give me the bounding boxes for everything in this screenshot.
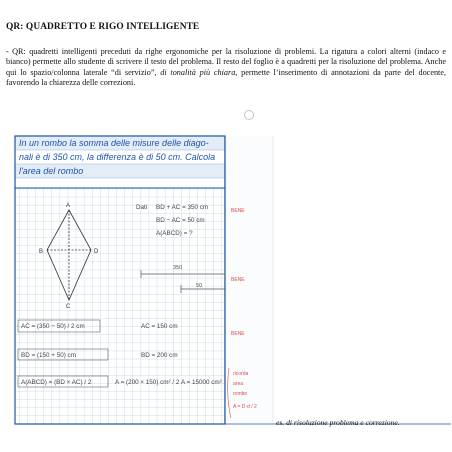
data-line-1: BD + AC = 350 cm (156, 204, 209, 211)
teacher-note-bene-1: BENE (231, 208, 245, 214)
teacher-note-formula: A = D·d / 2 (233, 404, 257, 410)
area-calc: A = (200 × 150) cm² / 2 (115, 379, 180, 386)
data-label: Dati (136, 204, 148, 211)
page-title: QR: QUADRETTO E RIGO INTELLIGENTE (6, 22, 200, 32)
area-result: A = 15000 cm² (181, 379, 222, 386)
teacher-note-bene-3: BENE (231, 331, 245, 337)
worksheet (11, 132, 451, 430)
problem-line-1: In un rombo la somma delle misure delle diago- (19, 138, 209, 148)
segment-label-bottom: 50 (196, 283, 203, 289)
data-line-3: A(ABCD) = ? (156, 230, 193, 237)
teacher-note-bene-2: BENE (231, 277, 245, 283)
problem-line-3: l'area del rombo (19, 166, 84, 176)
area-formula: A(ABCD) = (BD × AC) / 2 (21, 379, 92, 386)
ac-calc: AC = (350 − 50) / 2 cm (21, 323, 85, 330)
problem-line-2: nali è di 350 cm, la differenza è di 50 cm. Calcola (19, 152, 216, 162)
caption: es. di risoluzione problema e correzione. (276, 418, 400, 427)
teacher-note-line-3: rombo (233, 391, 248, 397)
vertex-b-label: B (39, 249, 44, 255)
ruled-line-4 (15, 178, 225, 188)
segment-label-top: 350 (173, 265, 183, 271)
vertex-c-label: C (66, 304, 71, 310)
description-part2: permette l’inserimento di annotazioni da parte del docente, favorendo la chiarezza delle correzioni. (6, 67, 447, 88)
bd-result: BD = 200 cm (141, 352, 178, 359)
description (6, 47, 446, 89)
vertex-d-label: D (94, 249, 99, 255)
description-italic: di tonalità più chiara, (160, 67, 238, 77)
bd-calc: BD = (150 + 50) cm (21, 352, 76, 359)
ring-hole-icon (244, 110, 254, 120)
description-part1: - QR: quadretti intelligenti preceduti da righe ergonomiche per la risoluzione di problemi. La rigatura a colori alterni (indaco e bianco) permette allo studente di scrivere il testo del problema. Il resto del foglio è a quadretti per la risoluzione del problema. Anche qui lo spazio/colonna laterale “di servizio”, (6, 47, 446, 77)
ac-result: AC = 150 cm (141, 323, 178, 330)
vertex-a-label: A (66, 203, 71, 209)
teacher-note-line-1: ricorda (233, 371, 249, 377)
data-line-2: BD − AC = 50 cm (156, 217, 205, 224)
teacher-note-line-2: area (233, 381, 244, 387)
